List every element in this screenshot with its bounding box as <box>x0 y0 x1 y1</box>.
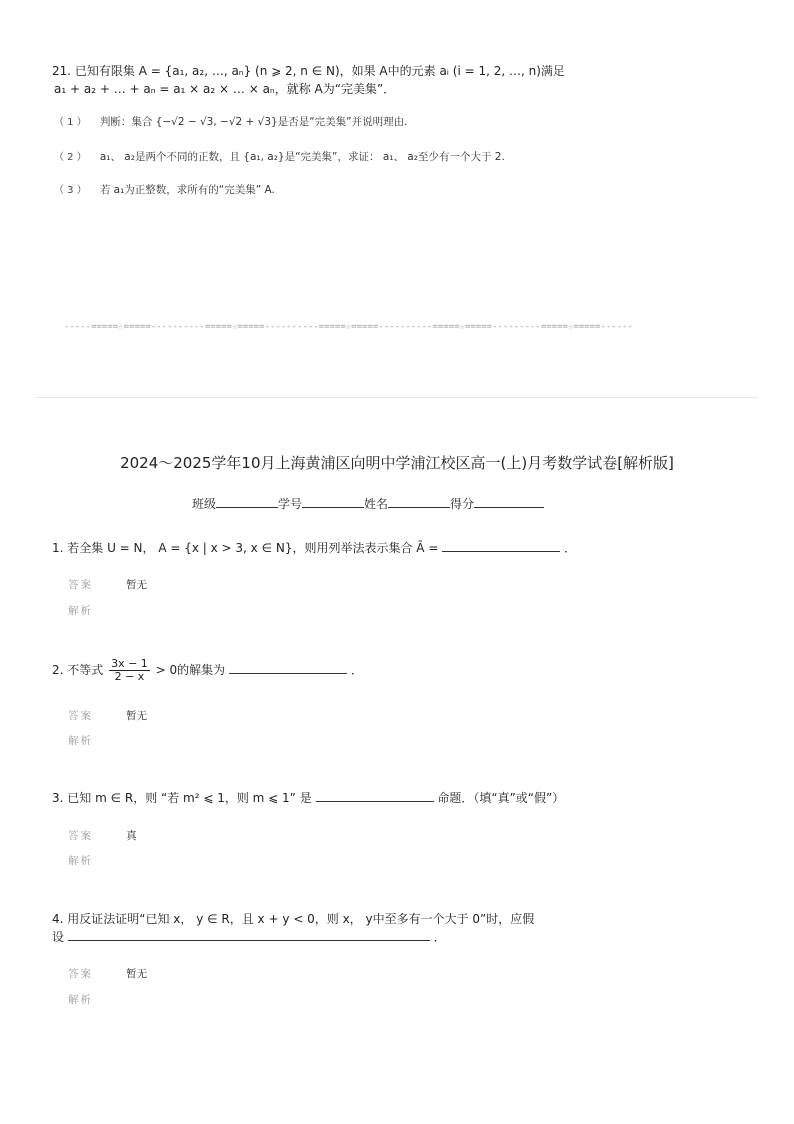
question-2-fraction <box>109 658 150 683</box>
question-2-analysis-row <box>68 729 93 748</box>
class-label: 班级 <box>192 497 217 511</box>
class-blank[interactable] <box>216 495 278 508</box>
question-3 <box>52 789 564 807</box>
student-id-label: 学号 <box>278 497 303 511</box>
fraction-denominator: 2 − x <box>114 670 145 683</box>
question-4-line1: 4. 用反证法证明“已知 x， y ∈ R，且 x + y < 0，则 x， y中至多有一个大于 0”时，应假 <box>52 912 535 926</box>
q21-part1-text: 判断：集合 {−√2 − √3, −√2 + √3}是否是“完美集”并说明理由. <box>99 116 408 128</box>
question-4-end: ． <box>433 930 446 944</box>
question-1-end: ． <box>564 541 577 555</box>
answer-label: 答案 <box>68 710 93 722</box>
question-4-line2 <box>52 928 446 946</box>
answer-label: 答案 <box>68 830 93 842</box>
question-1-blank[interactable] <box>442 539 560 552</box>
question-2-answer-row <box>68 704 147 723</box>
question-3-text: 3. 已知 m ∈ R，则 “若 m² ⩽ 1，则 m ⩽ 1” 是 <box>52 791 312 805</box>
analysis-label: 解析 <box>68 994 93 1006</box>
page-separator <box>36 397 758 398</box>
q21-part3-text: 若 a₁为正整数，求所有的“完美集” A. <box>99 184 275 196</box>
question-1-analysis-row <box>68 599 93 618</box>
q21-line2: a₁ + a₂ + … + aₙ = a₁ × a₂ × … × aₙ，就称 A为“完美集”． <box>54 82 396 96</box>
question-2-end: ． <box>350 663 363 677</box>
q21-part2-number: （ 2 ） <box>54 152 87 163</box>
question-4-answer-row <box>68 962 147 981</box>
question-2-answer: 暂无 <box>126 710 148 722</box>
question-1-text: 1. 若全集 U = N， A = {x | x > 3, x ∈ N}，则用列举法表示集合 Ā = <box>52 541 443 555</box>
question-4-answer: 暂无 <box>126 968 148 980</box>
question-4-blank[interactable] <box>68 928 430 941</box>
question-2 <box>52 657 363 683</box>
answer-label: 答案 <box>68 968 93 980</box>
question-2-blank[interactable] <box>229 661 347 674</box>
question-3-answer: 真 <box>126 830 137 842</box>
analysis-label: 解析 <box>68 855 93 867</box>
question-3-analysis-row <box>68 849 93 868</box>
question-2-condition: > 0的解集为 <box>155 663 226 677</box>
exam-title: 2024～2025学年10月上海黄浦区向明中学浦江校区高一(上)月考数学试卷[解析版] <box>120 454 674 472</box>
score-label: 得分 <box>450 497 475 511</box>
question-1-answer-row <box>68 573 147 592</box>
q21-part2-text: a₁、 a₂是两个不同的正数，且 {a₁, a₂}是“完美集”，求证： a₁、 a₂至少有一个大于 2. <box>99 151 505 163</box>
score-blank[interactable] <box>474 495 544 508</box>
question-4-analysis-row <box>68 988 93 1007</box>
question-3-answer-row <box>68 824 137 843</box>
question-1-answer: 暂无 <box>126 579 148 591</box>
fraction-numerator: 3x − 1 <box>111 657 148 670</box>
name-label: 姓名 <box>364 497 389 511</box>
q21-part1-number: （ 1 ） <box>54 117 87 128</box>
student-info-row <box>192 495 544 512</box>
question-1 <box>52 539 576 557</box>
star-divider: -----=====☆=====----------=====☆=====----------=====☆=====----------=====☆=====---------=====☆=====------ <box>64 322 633 332</box>
q21-part3-number: （ 3 ） <box>54 185 87 196</box>
analysis-label: 解析 <box>68 735 93 747</box>
answer-label: 答案 <box>68 579 93 591</box>
q21-part3 <box>54 178 275 197</box>
q21-part1 <box>54 110 407 129</box>
question-3-blank[interactable] <box>316 789 434 802</box>
student-id-blank[interactable] <box>302 495 364 508</box>
question-4-text: 设 <box>52 930 65 944</box>
q21-line1: 21. 已知有限集 A = {a₁, a₂, …, aₙ} (n ⩾ 2, n ∈ N)，如果 A中的元素 aᵢ (i = 1, 2, …, n)满足 <box>52 64 565 78</box>
question-2-text: 2. 不等式 <box>52 663 104 677</box>
question-3-end: 命题．（填“真”或“假”） <box>437 791 565 805</box>
q21-part2 <box>54 145 505 164</box>
name-blank[interactable] <box>388 495 450 508</box>
analysis-label: 解析 <box>68 605 93 617</box>
